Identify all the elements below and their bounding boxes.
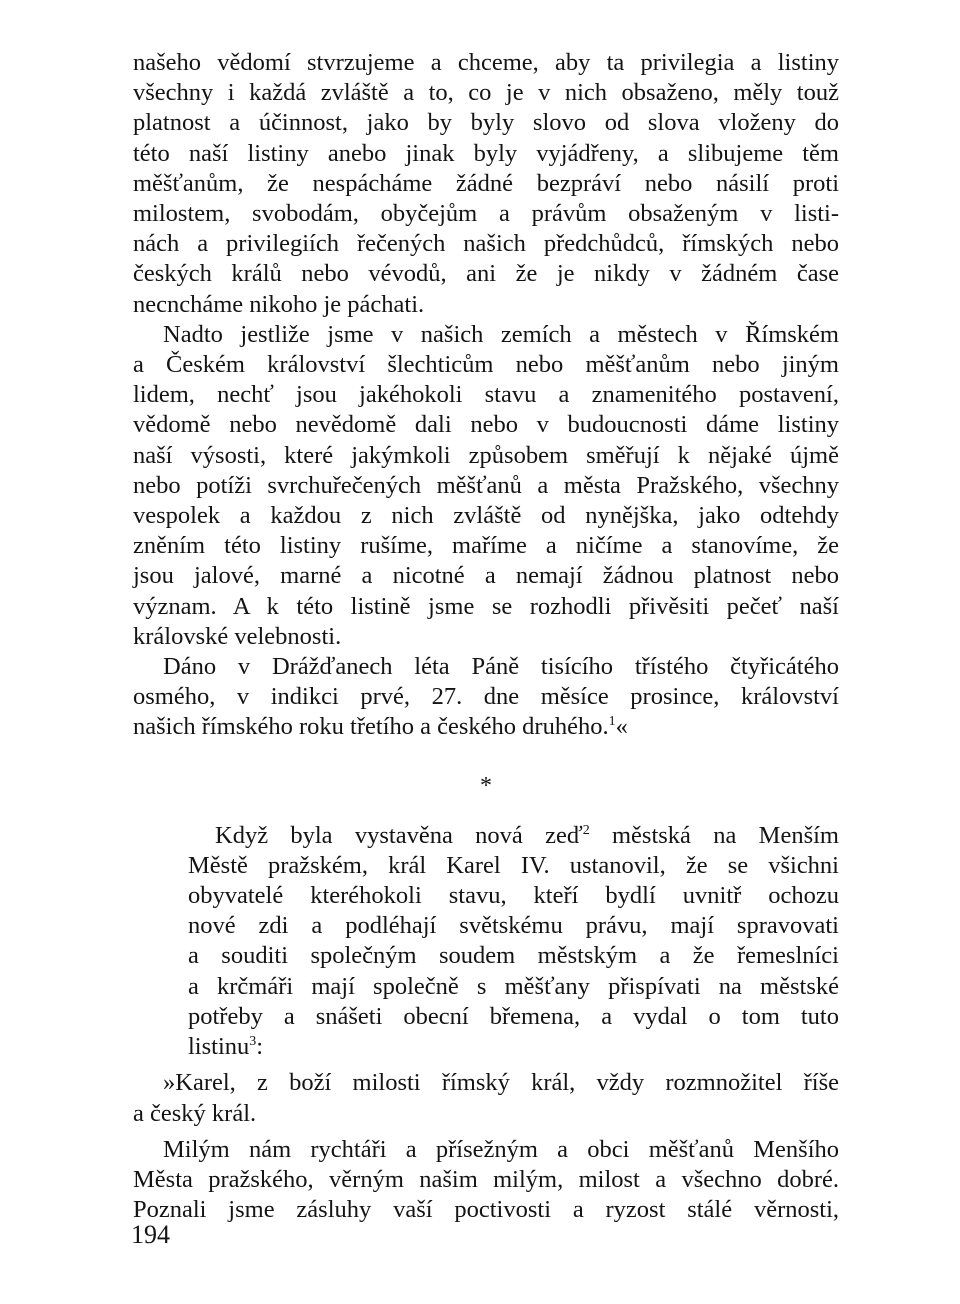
text-line: českých králů nebo vévodů, ani že je nikdy v žádném čase (133, 260, 839, 288)
paragraph-2 (133, 320, 839, 652)
text-line: obyvatelé kteréhokoli stavu, kteří bydlí uvnitř ochozu (188, 882, 839, 910)
text-line (188, 821, 839, 851)
text-line: osmého, v indikci prvé, 27. dne měsíce prosince, království (133, 683, 839, 711)
text-line: vědomě nebo nevědomě dali nebo v budoucnosti dáme listiny (133, 411, 839, 439)
text-line: všechny i každá zvláště a to, co je v nich obsaženo, měly touž (133, 79, 839, 107)
footnote-marker: 1 (608, 714, 616, 730)
text-line (133, 712, 839, 742)
text-line: zněním této listiny rušíme, maříme a ničíme a stanovíme, že (133, 532, 839, 560)
text-line-content: našich římského roku třetího a českého druhého. (133, 713, 609, 741)
closing-quote: « (615, 713, 628, 741)
section-separator: * (480, 772, 492, 799)
text-line (188, 1032, 839, 1062)
text-line: měšťanům, že nespácháme žádné bezpráví nebo násilí proti (133, 169, 839, 197)
text-line: a Českém království šlechticům nebo měšťanům nebo jiným (133, 351, 839, 379)
text-line: »Karel, z boží milosti římský král, vždy rozmnožitel říše (163, 1069, 839, 1097)
text-line-content: městská na Menším (589, 821, 839, 849)
text-line: Nadto jestliže jsme v našich zemích a městech v Římském (163, 320, 839, 348)
text-line: nebo potíži svrchuřečených měšťanů a města Pražského, všechny (133, 471, 839, 499)
footnote-marker: 3 (249, 1034, 257, 1050)
footnote-marker: 2 (582, 822, 590, 838)
text-line: potřeby a snášeti obecní břemena, a vydal o tom tuto (188, 1002, 839, 1030)
text-line: Městě pražském, král Karel IV. ustanovil, že se všichni (188, 851, 839, 879)
text-line: Milým nám rychtáři a přísežným a obci měšťanů Menšího (163, 1135, 839, 1163)
text-line: nové zdi a podléhají světskému právu, mají spravovati (188, 912, 839, 940)
text-line: jsou jalové, marné a nicotné a nemají žádnou platnost nebo (133, 562, 839, 590)
text-line-content: Když byla vystavěna nová zeď (215, 821, 583, 849)
text-line: význam. A k této listině jsme se rozhodli přivěsiti pečeť naší (133, 592, 839, 620)
text-line-content: listinu (188, 1033, 250, 1061)
text-line: Poznali jsme zásluhy vaší poctivosti a ryzost stálé věrnosti, (133, 1196, 839, 1224)
page-number: 194 (131, 1220, 170, 1249)
text-line: necncháme nikoho je páchati. (133, 290, 425, 318)
text-line: a souditi společným soudem městským a že řemeslníci (188, 942, 839, 970)
page-body (133, 48, 839, 1225)
editorial-intro (133, 821, 839, 1063)
text-line: této naší listiny anebo jinak byly vyjádřeny, a slibujeme těm (133, 139, 839, 167)
text-line: a český král. (133, 1099, 257, 1127)
text-line: platnost a účinnost, jako by byly slovo od slova vloženy do (133, 109, 839, 137)
text-line: Dáno v Drážďanech léta Páně tisícího třístého čtyřicátého (163, 653, 839, 681)
text-line: nách a privilegiích řečených našich předchůdců, římských nebo (133, 230, 839, 258)
text-line: lidem, nechť jsou jakéhokoli stavu a znamenitého postavení, (133, 381, 839, 409)
text-line-content: : (256, 1033, 264, 1061)
text-line: našeho vědomí stvrzujeme a chceme, aby ta privilegia a listiny (133, 49, 839, 76)
text-line: milostem, svobodám, obyčejům a právům obsaženým v listi- (133, 200, 839, 228)
text-line: královské velebnosti. (133, 622, 342, 650)
paragraph-3 (133, 652, 839, 743)
paragraph-1 (133, 48, 839, 320)
text-line: vespolek a každou z nich zvláště od nynějška, jako odtehdy (133, 502, 839, 530)
text-line: naší výsosti, které jakýmkoli způsobem směřují k nějaké újmě (133, 441, 839, 469)
paragraph-5 (133, 1135, 839, 1226)
paragraph-4 (133, 1068, 839, 1128)
text-line: a krčmáři mají společně s měšťany přispívati na městské (188, 972, 839, 1000)
text-line: Města pražského, věrným našim milým, milost a všechno dobré. (133, 1165, 839, 1193)
